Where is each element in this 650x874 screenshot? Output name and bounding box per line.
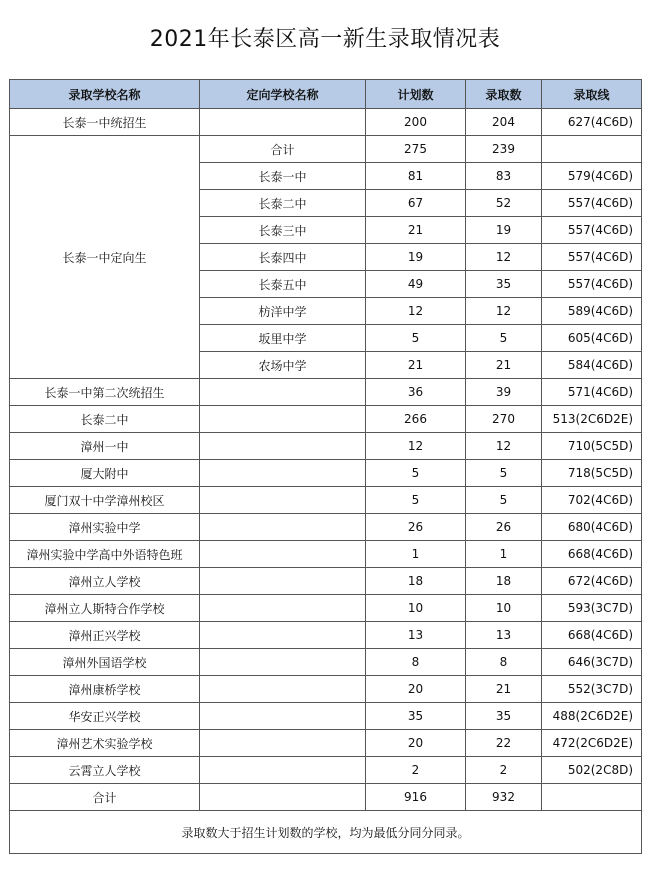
- cell-admit: 2: [466, 757, 542, 784]
- total-plan: 916: [366, 784, 466, 811]
- cell-school: 漳州一中: [10, 433, 200, 460]
- cell-admit: 22: [466, 730, 542, 757]
- cell-directed-school: [200, 406, 366, 433]
- total-line: [542, 784, 642, 811]
- cell-plan: 5: [366, 325, 466, 352]
- cell-admit: 12: [466, 244, 542, 271]
- cell-directed-school: 合计: [200, 136, 366, 163]
- cell-school: 长泰一中统招生: [10, 109, 200, 136]
- cell-admit: 1: [466, 541, 542, 568]
- cell-plan: 20: [366, 730, 466, 757]
- cell-line: 646(3C7D): [542, 649, 642, 676]
- cell-school: 云霄立人学校: [10, 757, 200, 784]
- table-row: [10, 379, 642, 406]
- cell-school: 厦大附中: [10, 460, 200, 487]
- cell-directed-school: [200, 460, 366, 487]
- table-row: [10, 622, 642, 649]
- cell-admit: 21: [466, 676, 542, 703]
- cell-directed-school: 长泰一中: [200, 163, 366, 190]
- cell-plan: 13: [366, 622, 466, 649]
- cell-plan: 200: [366, 109, 466, 136]
- table-row: [10, 568, 642, 595]
- cell-admit: 239: [466, 136, 542, 163]
- page-title: 2021年长泰区高一新生录取情况表: [149, 27, 501, 52]
- cell-school: 长泰二中: [10, 406, 200, 433]
- cell-plan: 81: [366, 163, 466, 190]
- cell-plan: 12: [366, 433, 466, 460]
- cell-admit: 270: [466, 406, 542, 433]
- cell-admit: 8: [466, 649, 542, 676]
- cell-school: 厦门双十中学漳州校区: [10, 487, 200, 514]
- header-directed-school: 定向学校名称: [200, 80, 366, 109]
- table-row: [10, 757, 642, 784]
- cell-line: 557(4C6D): [542, 271, 642, 298]
- table-row: [10, 703, 642, 730]
- cell-line: 702(4C6D): [542, 487, 642, 514]
- cell-school: 漳州外国语学校: [10, 649, 200, 676]
- cell-school: 漳州康桥学校: [10, 676, 200, 703]
- cell-line: 710(5C5D): [542, 433, 642, 460]
- cell-directed-school: [200, 649, 366, 676]
- cell-school: 长泰一中定向生: [10, 136, 200, 379]
- cell-school: 漳州立人学校: [10, 568, 200, 595]
- cell-admit: 13: [466, 622, 542, 649]
- header-admit: 录取数: [466, 80, 542, 109]
- cell-directed-school: [200, 757, 366, 784]
- cell-admit: 5: [466, 460, 542, 487]
- cell-directed-school: 长泰三中: [200, 217, 366, 244]
- cell-line: 552(3C7D): [542, 676, 642, 703]
- cell-plan: 10: [366, 595, 466, 622]
- table-row: [10, 487, 642, 514]
- cell-plan: 275: [366, 136, 466, 163]
- table-note: 录取数大于招生计划数的学校，均为最低分同分同录。: [10, 811, 642, 854]
- cell-directed-school: [200, 595, 366, 622]
- cell-line: 579(4C6D): [542, 163, 642, 190]
- table-row: [10, 406, 642, 433]
- cell-admit: 10: [466, 595, 542, 622]
- cell-line: 502(2C8D): [542, 757, 642, 784]
- cell-plan: 5: [366, 487, 466, 514]
- cell-plan: 5: [366, 460, 466, 487]
- cell-line: [542, 136, 642, 163]
- cell-directed-school: [200, 487, 366, 514]
- note-row: [10, 811, 642, 854]
- header-school: 录取学校名称: [10, 80, 200, 109]
- cell-admit: 19: [466, 217, 542, 244]
- cell-admit: 39: [466, 379, 542, 406]
- cell-line: 668(4C6D): [542, 541, 642, 568]
- cell-plan: 8: [366, 649, 466, 676]
- cell-directed-school: [200, 109, 366, 136]
- cell-line: 557(4C6D): [542, 244, 642, 271]
- cell-directed-school: [200, 568, 366, 595]
- table-row: [10, 649, 642, 676]
- cell-school: 漳州艺术实验学校: [10, 730, 200, 757]
- table-row: [10, 433, 642, 460]
- cell-directed-school: [200, 622, 366, 649]
- cell-admit: 18: [466, 568, 542, 595]
- cell-plan: 35: [366, 703, 466, 730]
- cell-plan: 49: [366, 271, 466, 298]
- cell-directed-school: [200, 514, 366, 541]
- cell-directed-school: [200, 784, 366, 811]
- cell-line: 488(2C6D2E): [542, 703, 642, 730]
- cell-admit: 12: [466, 433, 542, 460]
- table-row: [10, 136, 642, 163]
- table-row: [10, 541, 642, 568]
- cell-directed-school: [200, 541, 366, 568]
- cell-plan: 18: [366, 568, 466, 595]
- cell-line: 593(3C7D): [542, 595, 642, 622]
- cell-admit: 26: [466, 514, 542, 541]
- table-row: [10, 676, 642, 703]
- cell-school: 漳州实验中学: [10, 514, 200, 541]
- cell-plan: 20: [366, 676, 466, 703]
- cell-line: 680(4C6D): [542, 514, 642, 541]
- cell-admit: 35: [466, 703, 542, 730]
- cell-plan: 2: [366, 757, 466, 784]
- cell-line: 584(4C6D): [542, 352, 642, 379]
- cell-plan: 36: [366, 379, 466, 406]
- cell-admit: 83: [466, 163, 542, 190]
- table-row: [10, 595, 642, 622]
- cell-directed-school: [200, 703, 366, 730]
- cell-school: 漳州立人斯特合作学校: [10, 595, 200, 622]
- admission-table: [9, 79, 642, 854]
- cell-plan: 12: [366, 298, 466, 325]
- cell-admit: 21: [466, 352, 542, 379]
- cell-directed-school: [200, 730, 366, 757]
- cell-plan: 266: [366, 406, 466, 433]
- header-line: 录取线: [542, 80, 642, 109]
- cell-directed-school: [200, 379, 366, 406]
- table-row: [10, 730, 642, 757]
- cell-line: 605(4C6D): [542, 325, 642, 352]
- total-label: 合计: [10, 784, 200, 811]
- cell-line: 571(4C6D): [542, 379, 642, 406]
- table-row: [10, 460, 642, 487]
- cell-school: 漳州实验中学高中外语特色班: [10, 541, 200, 568]
- cell-plan: 21: [366, 217, 466, 244]
- cell-directed-school: 长泰四中: [200, 244, 366, 271]
- cell-line: 557(4C6D): [542, 190, 642, 217]
- cell-school: 华安正兴学校: [10, 703, 200, 730]
- cell-line: 627(4C6D): [542, 109, 642, 136]
- header-plan: 计划数: [366, 80, 466, 109]
- cell-line: 513(2C6D2E): [542, 406, 642, 433]
- cell-admit: 5: [466, 487, 542, 514]
- cell-directed-school: 枋洋中学: [200, 298, 366, 325]
- table-row: [10, 109, 642, 136]
- cell-line: 668(4C6D): [542, 622, 642, 649]
- cell-line: 472(2C6D2E): [542, 730, 642, 757]
- header-row: [10, 80, 642, 109]
- cell-directed-school: 坂里中学: [200, 325, 366, 352]
- cell-directed-school: [200, 433, 366, 460]
- cell-admit: 5: [466, 325, 542, 352]
- cell-line: 557(4C6D): [542, 217, 642, 244]
- total-admit: 932: [466, 784, 542, 811]
- cell-plan: 67: [366, 190, 466, 217]
- cell-directed-school: [200, 676, 366, 703]
- cell-school: 漳州正兴学校: [10, 622, 200, 649]
- table-row: [10, 514, 642, 541]
- cell-line: 718(5C5D): [542, 460, 642, 487]
- cell-line: 672(4C6D): [542, 568, 642, 595]
- cell-admit: 204: [466, 109, 542, 136]
- total-row: [10, 784, 642, 811]
- cell-directed-school: 农场中学: [200, 352, 366, 379]
- cell-admit: 52: [466, 190, 542, 217]
- cell-line: 589(4C6D): [542, 298, 642, 325]
- cell-directed-school: 长泰五中: [200, 271, 366, 298]
- cell-plan: 19: [366, 244, 466, 271]
- cell-plan: 1: [366, 541, 466, 568]
- cell-directed-school: 长泰二中: [200, 190, 366, 217]
- cell-plan: 21: [366, 352, 466, 379]
- cell-school: 长泰一中第二次统招生: [10, 379, 200, 406]
- cell-admit: 12: [466, 298, 542, 325]
- cell-admit: 35: [466, 271, 542, 298]
- cell-plan: 26: [366, 514, 466, 541]
